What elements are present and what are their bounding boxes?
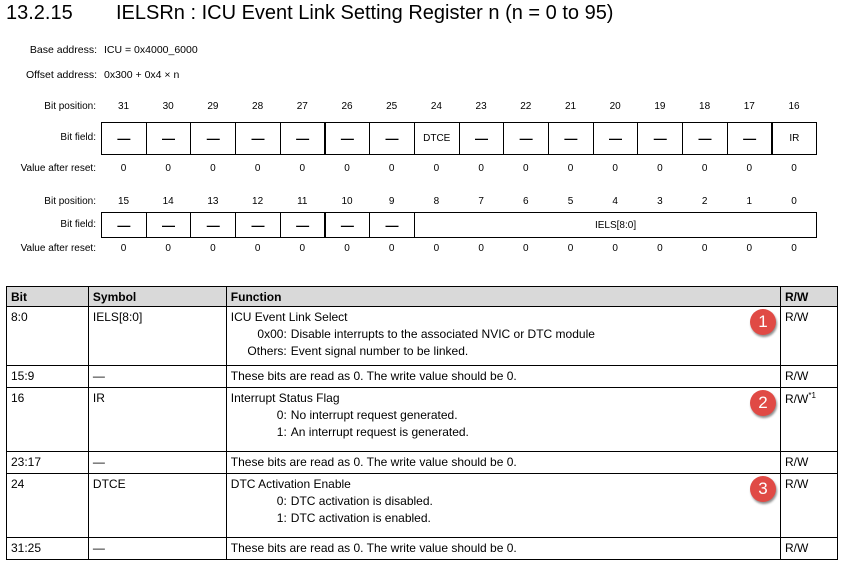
bit-position: 14 (162, 196, 174, 207)
bit-position: 6 (523, 196, 529, 207)
bit-position: 31 (117, 101, 130, 112)
bit-field-cell (190, 122, 236, 155)
reset-value: 0 (299, 243, 306, 254)
bit-position-label-lower: Bit position: (44, 196, 96, 207)
bit-field-name: — (251, 131, 265, 146)
reset-value: 0 (344, 243, 350, 254)
header-symbol: Symbol (88, 287, 226, 307)
bit-position: 28 (252, 101, 264, 112)
bit-cell: 16 (7, 388, 89, 452)
rw-cell: R/W (781, 452, 838, 474)
reset-value: 0 (299, 163, 306, 174)
bit-position: 29 (207, 101, 219, 112)
reset-value: 0 (701, 163, 708, 174)
option-text: Event signal number to be linked. (290, 344, 469, 358)
reset-value: 0 (478, 243, 484, 254)
bit-field-name: — (296, 217, 310, 233)
bit-field-name: — (385, 217, 399, 233)
reset-label-lower: Value after reset: (20, 243, 96, 254)
bit-position: 21 (564, 101, 577, 112)
bit-field-cell (593, 122, 639, 155)
register-bit-table (6, 286, 838, 560)
symbol-cell: — (88, 452, 226, 474)
option-key: 0: (276, 408, 287, 422)
option-key: 1: (276, 425, 287, 439)
bit-field-name: IR (789, 133, 800, 144)
bit-field-cell (190, 212, 236, 238)
header-bit: Bit (7, 287, 89, 307)
bit-position: 26 (341, 101, 353, 112)
bit-position: 3 (657, 196, 663, 207)
option-key: 0x00: (257, 327, 287, 341)
bit-position: 18 (699, 101, 711, 112)
reset-value: 0 (210, 243, 216, 254)
rw-cell: R/W (781, 474, 838, 538)
function-title: Interrupt Status Flag (230, 391, 340, 405)
reset-value: 0 (344, 163, 350, 174)
reset-value: 0 (791, 163, 797, 174)
reset-value: 0 (254, 243, 261, 254)
bit-position-label-upper: Bit position: (44, 101, 96, 112)
bit-field-cell (325, 122, 371, 155)
bit-cell: 8:0 (7, 307, 89, 366)
bit-cell: 24 (7, 474, 89, 538)
option-text: DTC activation is enabled. (290, 511, 431, 525)
function-option (231, 425, 776, 439)
function-title: These bits are read as 0. The write value should be 0. (230, 541, 517, 555)
bit-field-cell (682, 122, 728, 155)
base-address-value: ICU = 0x4000_6000 (104, 44, 198, 56)
bit-field-name: — (296, 131, 310, 146)
table-row (7, 307, 838, 366)
bit-field-cell (727, 122, 773, 155)
bit-field-name: — (743, 131, 757, 146)
bit-field-cell (637, 122, 683, 155)
function-cell (226, 452, 780, 474)
bit-position: 30 (162, 101, 174, 112)
bit-field-cell (146, 212, 192, 238)
bit-position: 2 (701, 196, 708, 207)
bit-position: 19 (654, 101, 666, 112)
reset-value: 0 (746, 243, 753, 254)
bit-position: 23 (475, 101, 487, 112)
option-text: No interrupt request generated. (290, 408, 458, 422)
table-row (7, 388, 838, 452)
rw-cell: $R/W^{*1}$ (781, 388, 838, 452)
bit-field-cell (772, 122, 818, 155)
symbol-cell: — (88, 366, 226, 388)
footnote-ref: *1 (808, 391, 816, 400)
reset-label-upper: Value after reset: (20, 163, 96, 174)
reset-value: 0 (657, 163, 663, 174)
reset-value: 0 (612, 243, 618, 254)
rw-cell: R/W (781, 366, 838, 388)
function-title: These bits are read as 0. The write value should be 0. (230, 369, 517, 383)
reset-value: 0 (165, 163, 171, 174)
bit-field-cell (235, 122, 281, 155)
bit-field-name: — (564, 131, 578, 146)
bit-field-cell (503, 122, 549, 155)
header-rw: R/W (781, 287, 838, 307)
reset-value: 0 (165, 243, 171, 254)
bit-field-name: — (117, 131, 131, 146)
bit-cell: 23:17 (7, 452, 89, 474)
bit-cell: 31:25 (7, 538, 89, 560)
bit-position: 4 (612, 196, 618, 207)
rw-cell: R/W (781, 307, 838, 366)
bit-field-cell (548, 122, 594, 155)
table-row (7, 538, 838, 560)
reset-value: 0 (210, 163, 216, 174)
bit-field-label-lower: Bit field: (60, 219, 96, 230)
reset-value: 0 (567, 243, 574, 254)
reset-value: 0 (254, 163, 261, 174)
function-cell (226, 307, 780, 366)
symbol-cell: — (88, 538, 226, 560)
bit-field-name: — (474, 131, 488, 146)
offset-address-value: 0x300 + 0x4 × n (104, 69, 180, 81)
base-address-label: Base address: (29, 44, 97, 56)
function-cell (226, 388, 780, 452)
function-cell (226, 538, 780, 560)
symbol-cell: IR (88, 388, 226, 452)
reset-value: 0 (388, 163, 395, 174)
bit-field-name: — (340, 217, 354, 233)
table-row (7, 474, 838, 538)
reset-value: 0 (120, 243, 127, 254)
function-option (231, 494, 776, 508)
bit-field-label-upper: Bit field: (60, 132, 96, 143)
option-key: 1: (276, 511, 287, 525)
bit-position: 22 (520, 101, 532, 112)
option-text: An interrupt request is generated. (290, 425, 469, 439)
offset-address-label: Offset address: (25, 69, 97, 81)
reset-value: 0 (746, 163, 753, 174)
bit-field-cell (101, 212, 147, 238)
bit-field-cell (146, 122, 192, 155)
reset-value: 0 (791, 243, 797, 254)
option-text: Disable interrupts to the associated NVIC or DTC module (290, 327, 595, 341)
rw-cell: R/W (781, 538, 838, 560)
bit-field-name: — (206, 131, 220, 146)
function-option (231, 408, 776, 422)
option-key: 0: (276, 494, 287, 508)
bit-field-name: — (162, 131, 176, 146)
bit-position: 27 (296, 101, 308, 112)
bit-position: 12 (252, 196, 264, 207)
bit-position: 5 (567, 196, 574, 207)
iels-field-cell: IELS[8:0] (414, 212, 817, 238)
bit-position: 17 (743, 101, 755, 112)
bit-field-cell (280, 212, 326, 238)
function-title: ICU Event Link Select (230, 310, 348, 324)
bit-field-name: — (117, 217, 131, 233)
function-cell (226, 366, 780, 388)
reset-value: 0 (478, 163, 484, 174)
table-row (7, 366, 838, 388)
reset-value: 0 (657, 243, 663, 254)
bit-field-name: — (251, 217, 265, 233)
function-option (231, 344, 776, 358)
register-title: IELSRn : ICU Event Link Setting Register n (n = 0 to 95) (116, 2, 614, 24)
symbol-cell: DTCE (88, 474, 226, 538)
reset-value: 0 (612, 163, 618, 174)
option-text: DTC activation is disabled. (290, 494, 433, 508)
header-function: Function (226, 287, 780, 307)
bit-field-name: — (340, 131, 354, 146)
bit-field-name: — (698, 131, 712, 146)
function-option (231, 327, 776, 341)
reset-value: 0 (388, 243, 395, 254)
option-key: Others: (247, 344, 287, 358)
bit-field-cell (369, 212, 415, 238)
reset-value: 0 (523, 243, 529, 254)
bit-field-cell (459, 122, 505, 155)
reset-value: 0 (523, 163, 529, 174)
bit-position: 15 (117, 196, 130, 207)
bit-position: 7 (478, 196, 484, 207)
table-header-row (7, 287, 838, 307)
bit-position: 1 (746, 196, 753, 207)
section-title (6, 2, 613, 25)
bit-position: 25 (386, 101, 398, 112)
function-option (231, 511, 776, 525)
bit-field-cell (369, 122, 415, 155)
bit-position: 8 (433, 196, 440, 207)
bit-position: 16 (788, 101, 800, 112)
reset-value: 0 (433, 243, 440, 254)
bit-field-name: — (206, 217, 220, 233)
table-row (7, 452, 838, 474)
callout-marker: 2 (750, 390, 776, 416)
bit-position: 10 (341, 196, 353, 207)
bit-field-name: — (162, 217, 176, 233)
function-title: DTC Activation Enable (230, 477, 351, 491)
bit-position: 11 (297, 196, 308, 207)
bit-field-name: — (519, 131, 533, 146)
bit-field-cell (325, 212, 371, 238)
bit-position: 24 (430, 101, 442, 112)
bit-position: 0 (791, 196, 797, 207)
bit-field-name: — (385, 131, 399, 146)
reset-value: 0 (120, 163, 127, 174)
bit-field-name: DTCE (423, 133, 451, 144)
section-number: 13.2.15 (6, 2, 73, 24)
function-title: These bits are read as 0. The write value should be 0. (230, 455, 517, 469)
bit-field-name: — (609, 131, 623, 146)
bit-field-name: — (653, 131, 667, 146)
callout-marker: 1 (750, 309, 776, 335)
bit-field-cell (414, 122, 460, 155)
bit-position: 9 (388, 196, 395, 207)
reset-value: 0 (701, 243, 708, 254)
symbol-cell: IELS[8:0] (88, 307, 226, 366)
bit-field-cell (101, 122, 147, 155)
bit-field-cell (235, 212, 281, 238)
bit-position: 20 (609, 101, 621, 112)
bit-field-cell (280, 122, 326, 155)
reset-value: 0 (433, 163, 440, 174)
reset-value: 0 (567, 163, 574, 174)
callout-marker: 3 (750, 476, 776, 502)
bit-position: 13 (207, 196, 219, 207)
bit-cell: 15:9 (7, 366, 89, 388)
function-cell (226, 474, 780, 538)
